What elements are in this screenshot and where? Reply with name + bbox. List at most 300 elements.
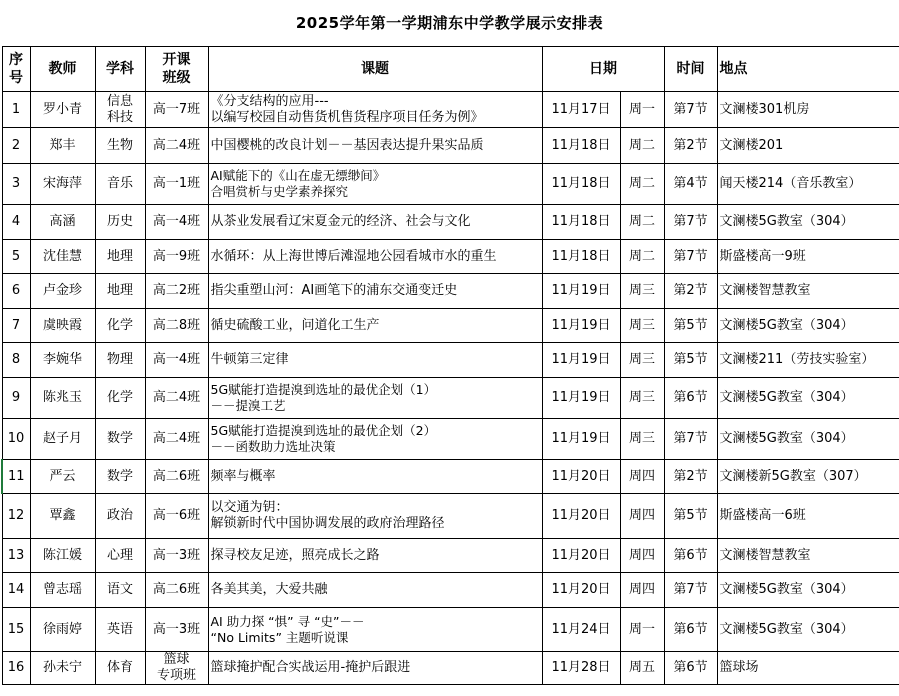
cell-topic[interactable] — [208, 205, 542, 240]
cell-no-text: 15 — [7, 621, 25, 637]
cell-no-text: 16 — [7, 660, 25, 675]
cell-period[interactable] — [664, 343, 717, 378]
cell-no[interactable] — [2, 419, 30, 460]
cell-subject-text: 数学 — [106, 431, 133, 446]
table-row — [2, 460, 899, 494]
cell-class-text: 高一3班 — [152, 547, 201, 563]
cell-topic[interactable] — [208, 460, 542, 494]
cell-no[interactable] — [2, 205, 30, 240]
cell-subject[interactable] — [95, 205, 145, 240]
cell-weekday[interactable] — [620, 378, 664, 419]
cell-no[interactable] — [2, 460, 30, 494]
cell-teacher-text: 李婉华 — [42, 352, 82, 367]
cell-subject-text: 音乐 — [106, 176, 133, 191]
cell-weekday-text: 周四 — [628, 582, 655, 597]
cell-subject-text: 体育 — [106, 660, 133, 675]
header-time[interactable]: 时间 — [664, 47, 717, 92]
cell-no[interactable] — [2, 309, 30, 343]
cell-date[interactable] — [542, 652, 620, 685]
cell-teacher-text: 虞映霞 — [42, 317, 82, 333]
cell-topic-text: 5G赋能打造提溴到选址的最优企划（2） — [210, 423, 437, 438]
cell-subject[interactable] — [95, 419, 145, 460]
cell-no-text: 14 — [7, 582, 25, 597]
cell-topic-text: “No Limits” 主题听说课 — [210, 629, 349, 645]
cell-class[interactable] — [145, 343, 208, 378]
cell-date-text: 11月18日 — [551, 248, 611, 264]
cell-date-text: 11月18日 — [551, 214, 611, 229]
cell-period-text: 第7节 — [673, 582, 708, 597]
cell-place[interactable] — [717, 539, 899, 573]
cell-no[interactable] — [2, 240, 30, 274]
cell-no[interactable] — [2, 92, 30, 128]
cell-class-text: 高二6班 — [152, 468, 201, 484]
cell-no[interactable] — [2, 539, 30, 573]
cell-weekday[interactable] — [620, 460, 664, 494]
cell-date[interactable] — [542, 164, 620, 205]
cell-topic[interactable] — [208, 343, 542, 378]
cell-class-text: 高一9班 — [152, 248, 201, 264]
cell-date[interactable] — [542, 128, 620, 164]
cell-weekday-text: 周一 — [628, 621, 655, 637]
cell-class-text: 高一7班 — [152, 101, 201, 117]
cell-topic[interactable] — [208, 652, 542, 685]
cell-date[interactable] — [542, 92, 620, 128]
cell-class[interactable] — [145, 573, 208, 608]
cell-topic-text: 《分支结构的应用--- — [210, 93, 329, 109]
cell-teacher-text: 徐雨婷 — [42, 621, 82, 637]
cell-teacher-text: 高涵 — [49, 214, 76, 229]
cell-period-text: 第5节 — [673, 317, 708, 333]
cell-weekday-text: 周四 — [628, 547, 655, 563]
cell-period-text: 第6节 — [673, 660, 708, 675]
cell-no-text: 12 — [7, 508, 25, 523]
cell-topic-text: 牛顿第三定律 — [210, 352, 289, 367]
cell-weekday-text: 周二 — [628, 214, 655, 229]
table-row — [2, 274, 899, 309]
cell-class-text: 高一1班 — [152, 176, 201, 191]
cell-weekday-text: 周四 — [628, 508, 655, 523]
header-topic[interactable]: 课题 — [208, 47, 542, 92]
cell-period[interactable] — [664, 573, 717, 608]
cell-period[interactable] — [664, 460, 717, 494]
cell-no-text: 8 — [11, 352, 21, 367]
cell-teacher[interactable] — [30, 240, 95, 274]
cell-class-text: 高一3班 — [152, 621, 201, 637]
cell-class[interactable] — [145, 128, 208, 164]
cell-weekday[interactable] — [620, 573, 664, 608]
cell-weekday-text: 周一 — [628, 101, 655, 117]
cell-subject[interactable] — [95, 539, 145, 573]
cell-date-text: 11月19日 — [551, 317, 611, 333]
cell-topic-text: 各美其美，大爱共融 — [210, 582, 328, 597]
cell-teacher-text: 严云 — [49, 468, 76, 484]
cell-topic-text: 以编写校园自动售货机售货程序项目任务为例》 — [210, 109, 484, 125]
cell-class-text: 专项班 — [156, 668, 196, 683]
cell-period-text: 第5节 — [673, 508, 708, 523]
cell-date-text: 11月28日 — [551, 660, 611, 675]
cell-topic-text: AI 助力探 “惧” 寻 “史”－－ — [210, 613, 365, 629]
cell-class-text: 高二4班 — [152, 431, 201, 446]
cell-teacher-text: 孙未宁 — [42, 660, 82, 675]
cell-no[interactable] — [2, 573, 30, 608]
cell-place-text: 文澜楼301机房 — [719, 101, 810, 117]
cell-topic[interactable] — [208, 240, 542, 274]
cell-subject[interactable] — [95, 608, 145, 652]
cell-period-text: 第6节 — [673, 547, 708, 563]
header-date[interactable]: 日期 — [542, 47, 664, 92]
cell-period-text: 第5节 — [673, 352, 708, 367]
cell-topic[interactable] — [208, 419, 542, 460]
cell-period-text: 第6节 — [673, 621, 708, 637]
cell-place-text: 篮球场 — [719, 660, 759, 675]
header-subject[interactable]: 学科 — [95, 47, 145, 92]
cell-date-text: 11月20日 — [551, 547, 611, 563]
cell-weekday-text: 周五 — [628, 660, 655, 675]
cell-teacher-text: 沈佳慧 — [42, 248, 82, 264]
cell-teacher-text: 赵子月 — [42, 431, 82, 446]
cell-topic[interactable] — [208, 539, 542, 573]
cell-teacher[interactable] — [30, 419, 95, 460]
table-row — [2, 419, 899, 460]
cell-subject-text: 科技 — [106, 109, 133, 125]
header-row — [2, 47, 899, 92]
cell-period[interactable] — [664, 419, 717, 460]
cell-weekday[interactable] — [620, 274, 664, 309]
cell-topic-text: －－函数助力选址决策 — [210, 439, 336, 454]
cell-date[interactable] — [542, 460, 620, 494]
cell-place[interactable] — [717, 164, 899, 205]
header-no[interactable]: 序 号 — [2, 47, 30, 92]
table-row — [2, 494, 899, 539]
cell-class[interactable] — [145, 378, 208, 419]
cell-period-text: 第7节 — [673, 214, 708, 229]
cell-weekday-text: 周二 — [628, 248, 655, 264]
cell-topic[interactable] — [208, 378, 542, 419]
cell-weekday-text: 周三 — [628, 317, 655, 333]
cell-date[interactable] — [542, 309, 620, 343]
cell-no[interactable] — [2, 378, 30, 419]
cell-period[interactable] — [664, 164, 717, 205]
table-row — [2, 652, 899, 685]
cell-class[interactable] — [145, 164, 208, 205]
cell-place-text: 闻天楼214（音乐教室） — [719, 176, 862, 191]
cell-class[interactable] — [145, 460, 208, 494]
cell-class-text: 高二2班 — [152, 283, 201, 298]
cell-no-text: 10 — [7, 431, 25, 446]
cell-topic[interactable] — [208, 494, 542, 539]
cell-no-text: 13 — [7, 547, 25, 563]
cell-subject[interactable] — [95, 460, 145, 494]
cell-place-text: 文澜楼智慧教室 — [719, 547, 811, 563]
cell-teacher[interactable] — [30, 274, 95, 309]
cell-place[interactable] — [717, 240, 899, 274]
cell-weekday[interactable] — [620, 343, 664, 378]
schedule-table — [1, 46, 899, 685]
cell-class[interactable] — [145, 608, 208, 652]
cell-teacher[interactable] — [30, 92, 95, 128]
cell-subject-text: 心理 — [106, 547, 133, 563]
cell-no[interactable] — [2, 652, 30, 685]
table-row — [2, 573, 899, 608]
header-class[interactable]: 开课 班级 — [145, 47, 208, 92]
cell-period[interactable] — [664, 539, 717, 573]
cell-topic-text: 中国樱桃的改良计划－－基因表达提升果实品质 — [210, 137, 484, 153]
cell-teacher-text: 卢金珍 — [42, 283, 82, 298]
table-row — [2, 92, 899, 128]
cell-place[interactable] — [717, 378, 899, 419]
cell-period[interactable] — [664, 309, 717, 343]
cell-weekday[interactable] — [620, 205, 664, 240]
cell-weekday[interactable] — [620, 494, 664, 539]
header-teacher[interactable]: 教师 — [30, 47, 95, 92]
table-row — [2, 240, 899, 274]
cell-weekday[interactable] — [620, 92, 664, 128]
cell-place[interactable] — [717, 128, 899, 164]
cell-date[interactable] — [542, 205, 620, 240]
cell-teacher[interactable] — [30, 652, 95, 685]
sheet-title: 2025学年第一学期浦东中学教学展示安排表 — [295, 14, 604, 32]
cell-date[interactable] — [542, 494, 620, 539]
cell-place[interactable] — [717, 274, 899, 309]
cell-teacher[interactable] — [30, 128, 95, 164]
cell-place-text: 文澜楼新5G教室（307） — [719, 468, 867, 484]
cell-class[interactable] — [145, 652, 208, 685]
cell-topic-text: 频率与概率 — [210, 468, 276, 484]
cell-date[interactable] — [542, 240, 620, 274]
cell-class-text: 高二4班 — [152, 137, 201, 153]
cell-date-text: 11月18日 — [551, 137, 611, 153]
cell-no-text: 7 — [11, 317, 21, 333]
cell-topic-text: 从茶业发展看辽宋夏金元的经济、社会与文化 — [210, 214, 471, 229]
cell-weekday[interactable] — [620, 652, 664, 685]
cell-topic[interactable] — [208, 608, 542, 652]
cell-weekday-text: 周三 — [628, 283, 655, 298]
table-row — [2, 608, 899, 652]
cell-subject-text: 化学 — [106, 390, 133, 405]
cell-teacher-text: 罗小青 — [42, 101, 82, 117]
cell-place[interactable] — [717, 652, 899, 685]
cell-subject-text: 地理 — [106, 283, 133, 298]
cell-topic[interactable] — [208, 274, 542, 309]
cell-topic[interactable] — [208, 128, 542, 164]
cell-place[interactable] — [717, 205, 899, 240]
cell-teacher-text: 郑丰 — [49, 137, 76, 153]
cell-subject[interactable] — [95, 343, 145, 378]
cell-teacher[interactable] — [30, 573, 95, 608]
cell-subject[interactable] — [95, 164, 145, 205]
cell-teacher-text: 陈江媛 — [42, 547, 82, 563]
cell-date[interactable] — [542, 343, 620, 378]
cell-date-text: 11月17日 — [551, 101, 611, 117]
cell-topic-text: －－提溴工艺 — [210, 398, 286, 413]
table-row — [2, 343, 899, 378]
cell-place[interactable] — [717, 460, 899, 494]
cell-weekday[interactable] — [620, 608, 664, 652]
cell-teacher[interactable] — [30, 494, 95, 539]
cell-date[interactable] — [542, 274, 620, 309]
cell-place[interactable] — [717, 573, 899, 608]
cell-topic-text: 5G赋能打造提溴到选址的最优企划（1） — [210, 382, 437, 397]
cell-weekday[interactable] — [620, 240, 664, 274]
cell-place-text: 文澜楼智慧教室 — [719, 283, 811, 298]
cell-no[interactable] — [2, 608, 30, 652]
cell-no-text: 6 — [11, 283, 21, 298]
cell-place-text: 文澜楼211（劳技实验室） — [719, 352, 875, 367]
cell-place-text: 斯盛楼高一6班 — [719, 508, 806, 523]
cell-period[interactable] — [664, 652, 717, 685]
cell-date[interactable] — [542, 608, 620, 652]
table-row — [2, 378, 899, 419]
cell-weekday[interactable] — [620, 164, 664, 205]
cell-subject[interactable] — [95, 274, 145, 309]
cell-period-text: 第2节 — [673, 137, 708, 153]
cell-teacher-text: 陈兆玉 — [42, 390, 82, 405]
cell-subject[interactable] — [95, 92, 145, 128]
cell-weekday[interactable] — [620, 419, 664, 460]
cell-period-text: 第7节 — [673, 431, 708, 446]
cell-date-text: 11月19日 — [551, 283, 611, 298]
cell-subject[interactable] — [95, 240, 145, 274]
cell-place[interactable] — [717, 494, 899, 539]
cell-teacher-text: 覃鑫 — [49, 508, 76, 523]
cell-subject-text: 地理 — [106, 248, 133, 264]
cell-weekday[interactable] — [620, 309, 664, 343]
cell-teacher[interactable] — [30, 608, 95, 652]
cell-subject[interactable] — [95, 652, 145, 685]
cell-class-text: 高二6班 — [152, 582, 201, 597]
cell-subject-text: 语文 — [106, 582, 133, 597]
cell-no[interactable] — [2, 274, 30, 309]
cell-subject-text: 物理 — [106, 352, 133, 367]
cell-place[interactable] — [717, 343, 899, 378]
cell-teacher-text: 宋海萍 — [42, 176, 82, 191]
cell-teacher[interactable] — [30, 205, 95, 240]
cell-period[interactable] — [664, 92, 717, 128]
cell-topic[interactable] — [208, 92, 542, 128]
cell-weekday[interactable] — [620, 128, 664, 164]
cell-class-text: 高二4班 — [152, 390, 201, 405]
cell-period[interactable] — [664, 378, 717, 419]
cell-subject[interactable] — [95, 494, 145, 539]
cell-topic[interactable] — [208, 309, 542, 343]
cell-subject[interactable] — [95, 128, 145, 164]
cell-date-text: 11月19日 — [551, 431, 611, 446]
cell-no-text: 9 — [11, 390, 21, 405]
cell-class-text: 高二8班 — [152, 317, 201, 333]
cell-topic[interactable] — [208, 573, 542, 608]
cell-place-text: 文澜楼5G教室（304） — [719, 621, 854, 637]
cell-period[interactable] — [664, 240, 717, 274]
cell-teacher[interactable] — [30, 309, 95, 343]
cell-period[interactable] — [664, 494, 717, 539]
cell-place[interactable] — [717, 419, 899, 460]
cell-weekday[interactable] — [620, 539, 664, 573]
cell-no[interactable] — [2, 128, 30, 164]
cell-no[interactable] — [2, 164, 30, 205]
cell-topic[interactable] — [208, 164, 542, 205]
cell-no-text: 2 — [11, 137, 21, 153]
cell-class[interactable] — [145, 494, 208, 539]
cell-period[interactable] — [664, 205, 717, 240]
cell-teacher[interactable] — [30, 378, 95, 419]
cell-weekday-text: 周四 — [628, 468, 655, 484]
cell-place[interactable] — [717, 608, 899, 652]
cell-date-text: 11月20日 — [551, 582, 611, 597]
cell-date-text: 11月19日 — [551, 390, 611, 405]
cell-subject-text: 历史 — [106, 214, 133, 229]
cell-topic-text: 循史硫酸工业，问道化工生产 — [210, 317, 380, 333]
cell-no-text: 5 — [11, 248, 21, 264]
cell-date[interactable] — [542, 378, 620, 419]
cell-weekday-text: 周二 — [628, 176, 655, 191]
cell-weekday-text: 周三 — [628, 390, 655, 405]
cell-subject[interactable] — [95, 309, 145, 343]
cell-teacher[interactable] — [30, 164, 95, 205]
cell-place-text: 文澜楼5G教室（304） — [719, 582, 854, 597]
cell-date-text: 11月20日 — [551, 468, 611, 484]
cell-no[interactable] — [2, 343, 30, 378]
table-row — [2, 128, 899, 164]
cell-place-text: 文澜楼5G教室（304） — [719, 390, 854, 405]
cell-subject-text: 英语 — [106, 621, 133, 637]
cell-period[interactable] — [664, 274, 717, 309]
cell-teacher[interactable] — [30, 539, 95, 573]
cell-subject-text: 信息 — [106, 93, 133, 109]
cell-class[interactable] — [145, 539, 208, 573]
cell-place-text: 文澜楼5G教室（304） — [719, 431, 854, 446]
cell-period-text: 第2节 — [673, 468, 708, 484]
cell-no-text: 11 — [7, 468, 25, 484]
cell-date[interactable] — [542, 419, 620, 460]
cell-period-text: 第6节 — [673, 390, 708, 405]
cell-period[interactable] — [664, 608, 717, 652]
cell-place[interactable] — [717, 309, 899, 343]
cell-teacher[interactable] — [30, 460, 95, 494]
cell-place-text: 文澜楼201 — [719, 137, 784, 153]
cell-class[interactable] — [145, 419, 208, 460]
cell-no-text: 3 — [11, 176, 21, 191]
cell-weekday-text: 周二 — [628, 137, 655, 153]
header-place[interactable]: 地点 — [717, 47, 899, 92]
table-row — [2, 539, 899, 573]
cell-class[interactable] — [145, 274, 208, 309]
table-row — [2, 205, 899, 240]
cell-subject[interactable] — [95, 378, 145, 419]
cell-teacher[interactable] — [30, 343, 95, 378]
cell-period-text: 第4节 — [673, 176, 708, 191]
cell-class-text: 高一6班 — [152, 508, 201, 523]
cell-place-text: 斯盛楼高一9班 — [719, 248, 806, 264]
cell-no[interactable] — [2, 494, 30, 539]
cell-teacher-text: 曾志瑶 — [42, 582, 82, 597]
cell-class[interactable] — [145, 92, 208, 128]
cell-no-text: 1 — [11, 101, 21, 117]
cell-class[interactable] — [145, 309, 208, 343]
cell-class[interactable] — [145, 205, 208, 240]
cell-date[interactable] — [542, 539, 620, 573]
cell-place[interactable] — [717, 92, 899, 128]
cell-class[interactable] — [145, 240, 208, 274]
cell-class-text: 高一4班 — [152, 214, 201, 229]
cell-topic-text: 水循环：从上海世博后滩湿地公园看城市水的重生 — [210, 248, 497, 264]
cell-period-text: 第2节 — [673, 283, 708, 298]
cell-weekday-text: 周三 — [628, 431, 655, 446]
cell-period[interactable] — [664, 128, 717, 164]
table-row — [2, 309, 899, 343]
cell-date[interactable] — [542, 573, 620, 608]
cell-subject[interactable] — [95, 573, 145, 608]
cell-subject-text: 数学 — [106, 468, 133, 484]
